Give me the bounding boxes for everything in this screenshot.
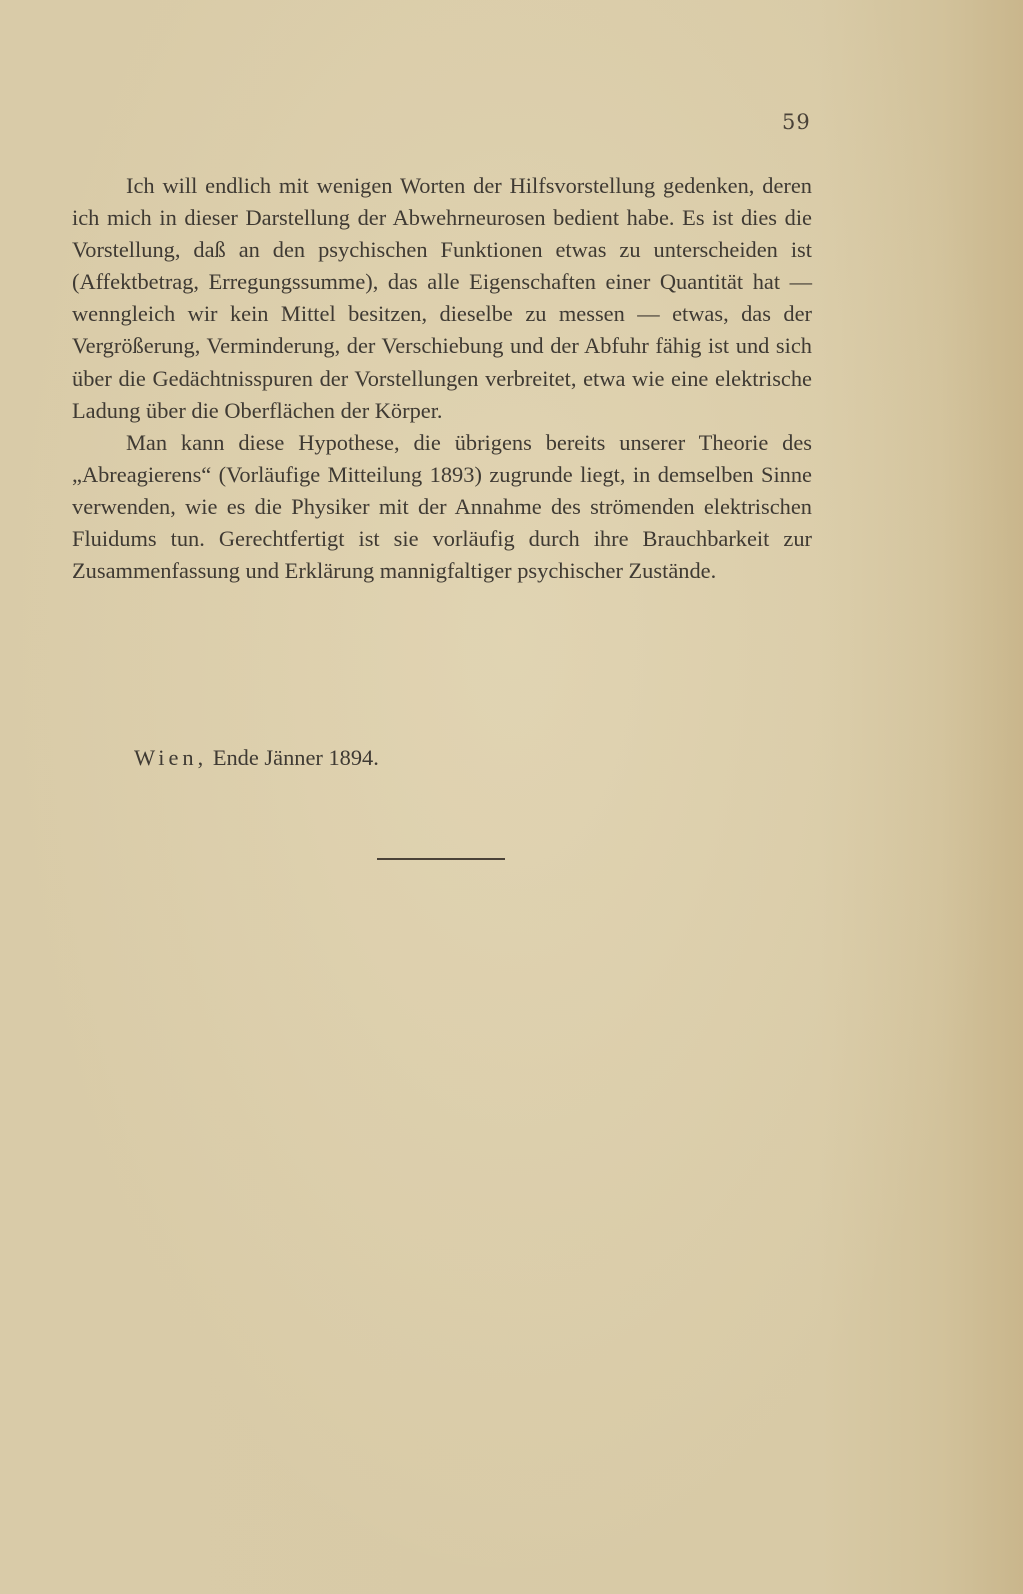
body-text (72, 170, 812, 587)
signature-date: Ende Jänner 1894. (212, 745, 379, 770)
paragraph-1: Ich will endlich mit wenigen Worten der Hilfsvorstellung gedenken, deren ich mich in dieser Darstellung der Abwehrneurosen bedient habe. Es ist dies die Vorstellung, daß an den psychischen Funktionen etwas zu unterscheiden ist (Affektbetrag, Erregungssumme), das alle Eigenschaften einer Quantität hat — wenngleich wir kein Mittel besitzen, dieselbe zu messen — etwas, das der Vergrößerung, Verminderung, der Verschiebung und der Abfuhr fähig ist und sich über die Gedächtnisspuren der Vorstellungen verbreitet, etwa wie eine elektrische Ladung über die Oberflächen der Körper. (72, 173, 812, 423)
place-date-line (134, 745, 379, 771)
paragraph-2: Man kann diese Hypothese, die übrigens bereits unserer Theorie des „Abreagierens“ (Vorläufige Mitteilung 1893) zugrunde liegt, in demselben Sinne verwenden, wie es die Physiker mit der Annahme des strömenden elektrischen Fluidums tun. Gerechtfertigt ist sie vorläufig durch ihre Brauchbarkeit zur Zusammenfassung und Erklärung mannigfaltiger psychischer Zustände. (72, 429, 812, 584)
signature-city: Wien, (134, 745, 208, 770)
section-end-rule (377, 858, 505, 860)
page-number: 59 (782, 110, 811, 134)
